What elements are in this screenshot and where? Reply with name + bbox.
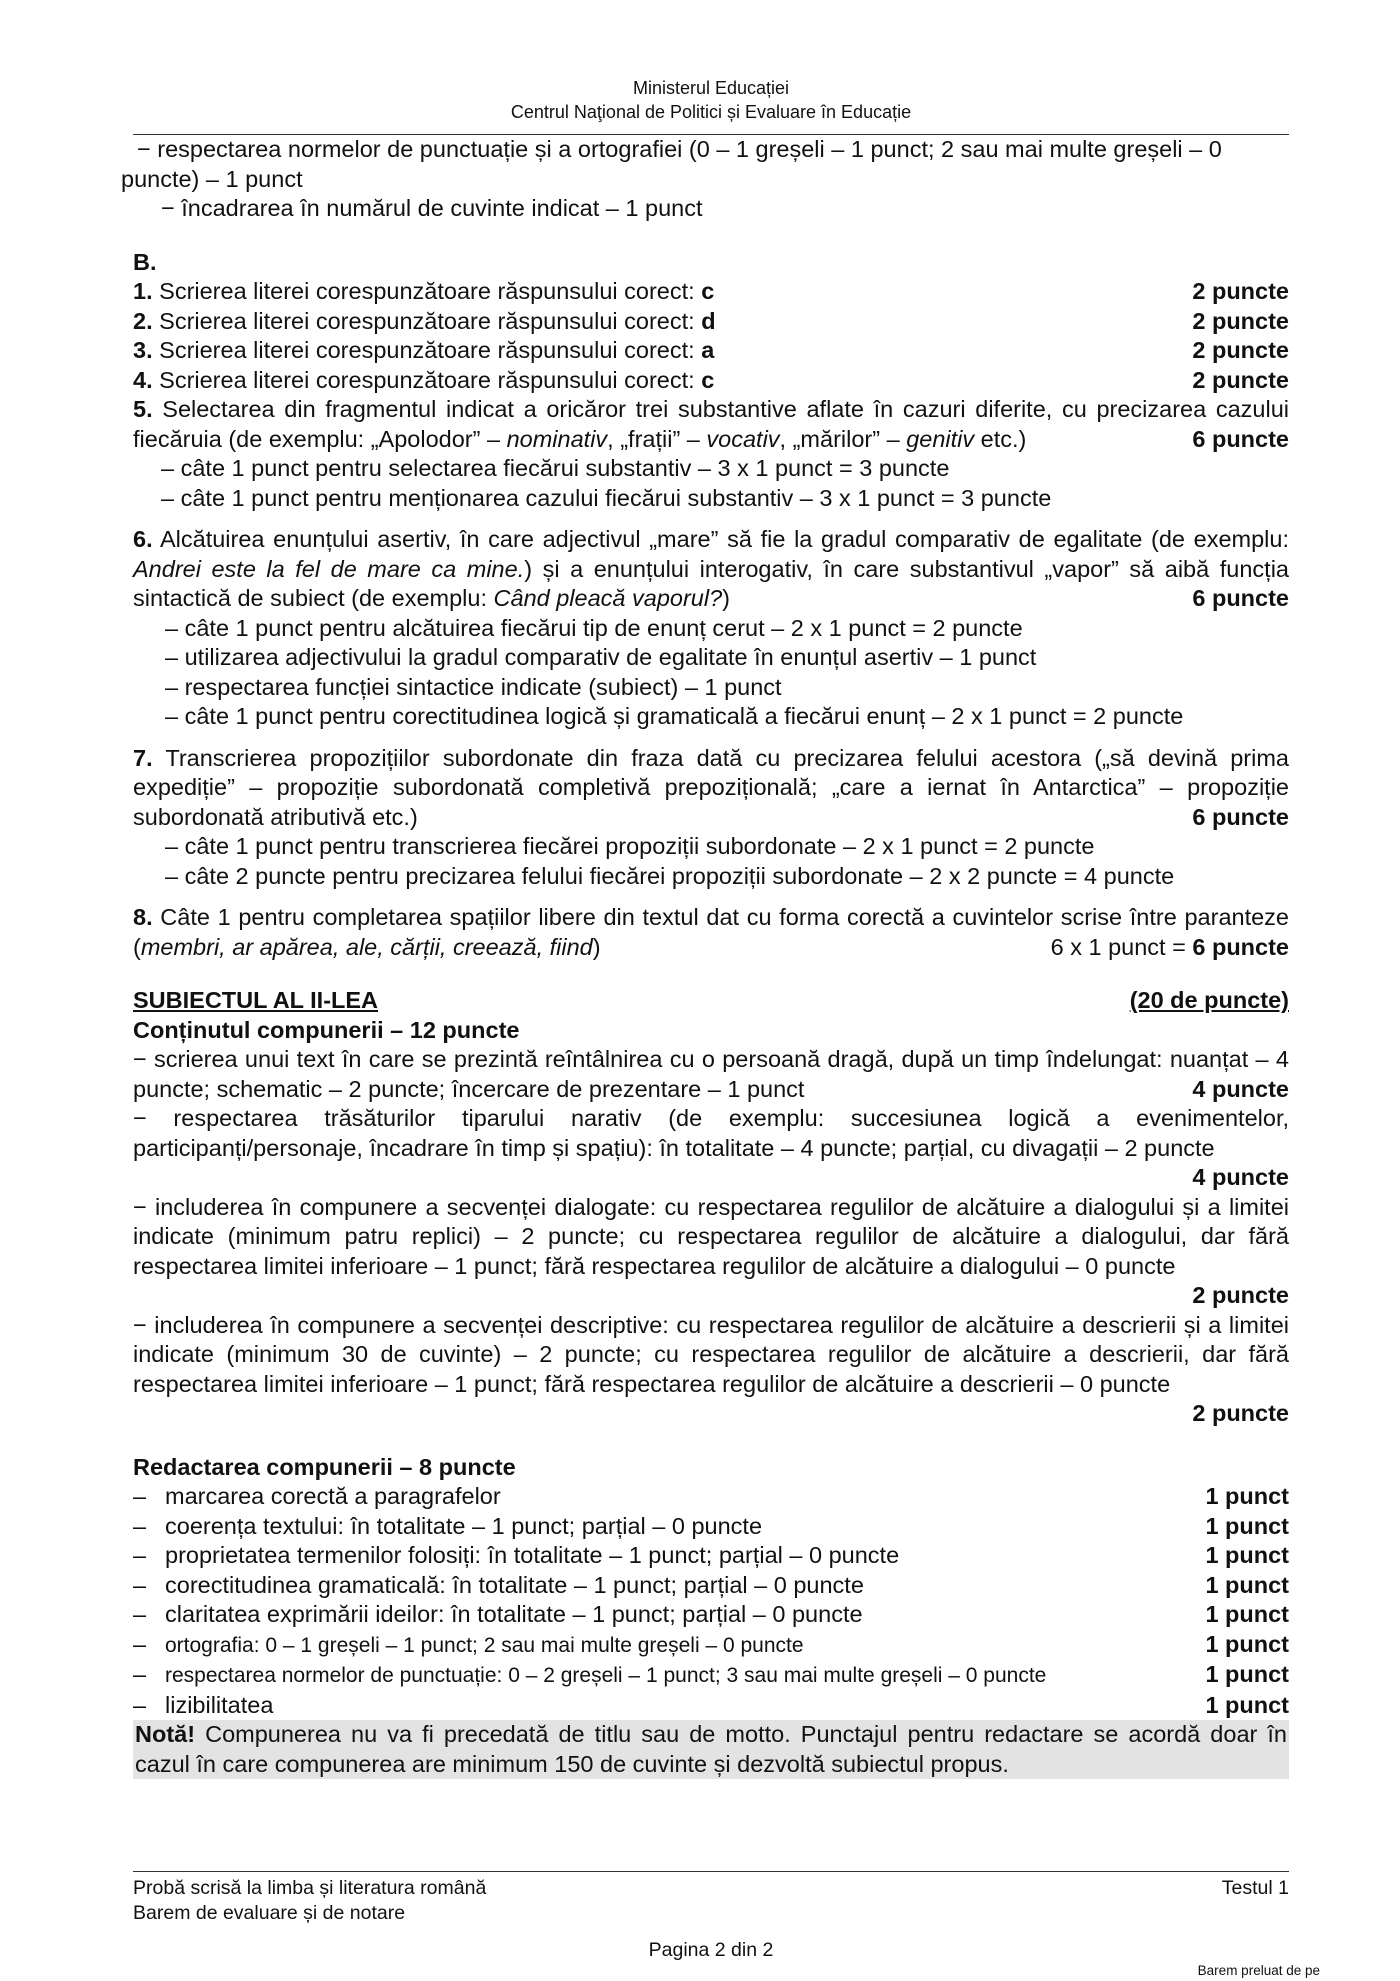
- content-title: Conținutul compunerii – 12 puncte: [133, 1016, 520, 1043]
- points-4: 2 puncte: [1192, 366, 1289, 393]
- redaction-item: – respectarea normelor de punctuație: 0 – 2 greșeli – 1 punct; 3 sau mai multe greșeli – 0 puncte 1 punct: [133, 1661, 1289, 1687]
- footer-test-number: Testul 1: [1221, 1877, 1289, 1899]
- content-criterion-2: − respectarea trăsăturilor tiparului narativ (de exemplu: succesiunea logică a evenimentelor, participanți/personaje, încadrare în timp și spațiu): în totalitate – 4 puncte; parțial, cu divagații – 2 puncte: [133, 1105, 1289, 1161]
- top-line-1: − respectarea normelor de punctuație și a ortografiei (0 – 1 greșeli – 1 punct; 2 sau mai multe greșeli – 0 puncte) – 1 punct: [121, 136, 1222, 192]
- points-3: 2 puncte: [1192, 337, 1289, 363]
- redaction-item: – ortografia: 0 – 1 greșeli – 1 punct; 2 sau mai multe greșeli – 0 puncte 1 punct: [133, 1630, 1289, 1657]
- section-b-label: B.: [133, 248, 157, 275]
- redaction-title: Redactarea compunerii – 8 puncte: [133, 1453, 516, 1480]
- answer-4: c: [701, 366, 715, 393]
- question-6: 6. Alcătuirea enunțului asertiv, în care adjectivul „mare” să fie la gradul comparativ de egalitate (de exemplu: Andrei este la fel de mare ca mine.) și a enunțului interogativ, în care substantivul „vapor” să aibă funcția sintactică de subiect (de exemplu: Când pleacă vaporul?) 6 puncte: [133, 525, 1289, 614]
- points-6: 6 puncte: [1192, 585, 1289, 611]
- q6-sub-3: – respectarea funcției sintactice indicate (subiect) – 1 punct: [165, 673, 782, 700]
- question-8: 8. Câte 1 pentru completarea spațiilor libere din textul dat cu forma corectă a cuvintelor scrise între paranteze (membri, ar apărea, ale, cărții, creează, fiind) 6 x 1 punct = 6 puncte: [133, 904, 1289, 960]
- note-text: Compunerea nu va fi precedată de titlu sau de motto. Punctajul pentru redactare se acordă doar în cazul în care compunerea are minimum 150 de cuvinte și dezvoltă subiectul propus.: [135, 1721, 1287, 1777]
- redaction-item: – corectitudinea gramaticală: în totalitate – 1 punct; parțial – 0 puncte 1 punct: [133, 1571, 1289, 1598]
- subject-2-heading: [133, 986, 1289, 1016]
- points-8: 6 puncte: [1192, 933, 1289, 960]
- q5-sub-1: – câte 1 punct pentru selectarea fiecărui substantiv – 3 x 1 punct = 3 puncte: [161, 455, 950, 481]
- ministry-name: Ministerul Educației: [632, 78, 790, 98]
- redaction-item: – lizibilitatea 1 punct: [133, 1691, 1289, 1718]
- footer-doc-type: Barem de evaluare și de notare: [133, 1902, 406, 1924]
- q6-sub-1: – câte 1 punct pentru alcătuirea fiecărui tip de enunț cerut – 2 x 1 punct = 2 puncte: [165, 614, 1023, 641]
- points-5: 6 puncte: [1192, 425, 1289, 452]
- answer-1: c: [701, 278, 715, 304]
- subject-2-total: (20 de puncte): [1129, 987, 1289, 1013]
- question-5: 5. Selectarea din fragmentul indicat a oricăror trei substantive aflate în cazuri diferite, cu precizarea cazului fiecăruia (de exemplu: „Apolodor” – nominativ, „frații” – vocativ, „mărilor” – genitiv etc.) 6 puncte: [133, 395, 1289, 454]
- question-7: 7. Transcrierea propozițiilor subordonate din fraza dată cu precizarea felului acestora („să devină prima expediție” – propoziție subordonată completivă prepozițională; „care a iernat în Antarctica” – propoziție subordonată atributivă etc.) 6 puncte: [133, 744, 1289, 833]
- footer-exam-name: Probă scrisă la limba și literatura română: [133, 1877, 487, 1899]
- question-2: 2. Scrierea literei corespunzătoare răspunsului corect: d 2 puncte: [133, 307, 1289, 337]
- redaction-item: – claritatea exprimării ideilor: în totalitate – 1 punct; parțial – 0 puncte 1 punct: [133, 1601, 1289, 1627]
- redaction-item: – coerența textului: în totalitate – 1 punct; parțial – 0 puncte 1 punct: [133, 1512, 1289, 1539]
- q6-sub-4: – câte 1 punct pentru corectitudinea logică și gramaticală a fiecărui enunț – 2 x 1 punct = 2 puncte: [165, 703, 1184, 729]
- source-caption: Barem preluat de pe: [1197, 1963, 1320, 1978]
- answer-2: d: [701, 307, 716, 334]
- content-criterion-2-points: 4 puncte: [1192, 1164, 1289, 1190]
- note-box: [133, 1720, 1289, 1779]
- points-1: 2 puncte: [1192, 278, 1289, 304]
- page-number: Pagina 2 din 2: [648, 1939, 774, 1961]
- content-criterion-1: − scrierea unui text în care se prezintă reîntâlnirea cu o persoană dragă, după un timp îndelungat: nuanțat – 4 puncte; schematic – 2 puncte; încercare de prezentare – 1 punct 4 puncte: [133, 1046, 1289, 1102]
- q5-sub-2: – câte 1 punct pentru menționarea cazului fiecărui substantiv – 3 x 1 punct = 3 puncte: [161, 484, 1052, 511]
- top-line-2: − încadrarea în numărul de cuvinte indicat – 1 punct: [161, 195, 703, 221]
- document-footer: [133, 1871, 1289, 1963]
- question-4: 4. Scrierea literei corespunzătoare răspunsului corect: c 2 puncte: [133, 366, 1289, 396]
- question-3: 3. Scrierea literei corespunzătoare răspunsului corect: a 2 puncte: [133, 336, 1289, 366]
- content-criterion-3: − includerea în compunere a secvenței dialogate: cu respectarea regulilor de alcătuire a dialogului și a limitei indicate (minimum patru replici) – 2 puncte; cu respectarea regulilor de alcătuire a dialogului, dar fără respectarea limitei inferioare – 1 punct; fără respectarea regulilor de alcătuire a dialogului – 0 puncte: [133, 1193, 1289, 1279]
- question-1: 1. Scrierea literei corespunzătoare răspunsului corect: c 2 puncte: [133, 277, 1289, 307]
- content-criterion-3-points: 2 puncte: [1192, 1282, 1289, 1308]
- points-8-calc: 6 x 1 punct =: [1050, 933, 1193, 960]
- q7-sub-2: – câte 2 puncte pentru precizarea felului fiecărei propoziții subordonate – 2 x 2 puncte = 4 puncte: [165, 862, 1175, 889]
- note-label: Notă!: [135, 1721, 196, 1747]
- subject-2-title: SUBIECTUL AL II-LEA: [133, 987, 379, 1013]
- points-7: 6 puncte: [1192, 803, 1289, 830]
- q6-sub-2: – utilizarea adjectivului la gradul comparativ de egalitate în enunțul asertiv – 1 punct: [165, 644, 1037, 670]
- answer-3: a: [701, 337, 715, 363]
- content-criterion-4-points: 2 puncte: [1192, 1400, 1289, 1426]
- points-2: 2 puncte: [1192, 307, 1289, 334]
- q7-sub-1: – câte 1 punct pentru transcrierea fiecărei propoziții subordonate – 2 x 1 punct = 2 puncte: [165, 833, 1095, 859]
- document-page: [121, 0, 1289, 1961]
- document-header: [133, 0, 1289, 124]
- center-name: Centrul Naţional de Politici și Evaluare în Educație: [510, 102, 912, 122]
- content-criterion-4: − includerea în compunere a secvenței descriptive: cu respectarea regulilor de alcătuire a descrierii și a limitei indicate (minimum 30 de cuvinte) – 2 puncte; cu respectarea regulilor de alcătuire a descrierii, dar fără respectarea limitei inferioare – 1 punct; fără respectarea regulilor de alcătuire a descrierii – 0 puncte: [133, 1311, 1289, 1397]
- redaction-item: – marcarea corectă a paragrafelor 1 punct: [133, 1483, 1289, 1509]
- redaction-item: – proprietatea termenilor folosiți: în totalitate – 1 punct; parțial – 0 puncte 1 punct: [133, 1542, 1289, 1568]
- document-body: [121, 135, 1289, 1779]
